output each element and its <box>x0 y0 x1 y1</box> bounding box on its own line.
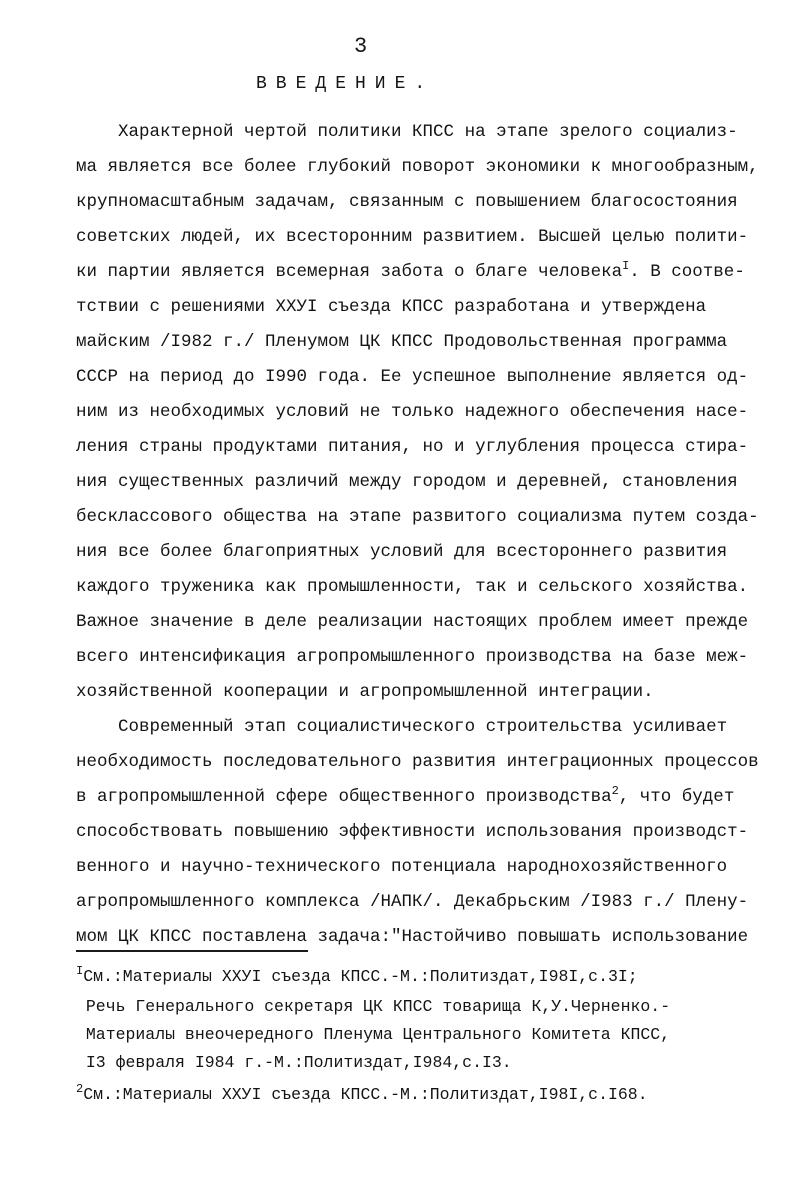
body-line-text: в агропромышленной сфере общественного производства <box>76 787 612 807</box>
body-line: хозяйственной кооперации и агропромышленной интеграции. <box>76 682 654 702</box>
footnote-text: Речь Генерального секретаря ЦК КПСС товарища К,У.Черненко.- <box>76 997 671 1016</box>
section-heading: ВВЕДЕНИЕ. <box>256 74 435 94</box>
footnote-2 <box>76 1084 648 1106</box>
body-line: ния существенных различий между городом и деревней, становления <box>76 472 738 492</box>
page-number: 3 <box>354 34 368 59</box>
body-line: мом ЦК КПСС поставлена задача:"Настойчиво повышать использование <box>76 927 749 947</box>
footnote-marker-1: I <box>76 964 84 978</box>
body-line: каждого труженика как промышленности, так и сельского хозяйства. <box>76 577 749 597</box>
body-line: ления страны продуктами питания, но и углубления процесса стира- <box>76 437 749 457</box>
footnote-text: См.:Материалы ХХУI съезда КПСС.-М.:Политиздат,I98I,с.I68. <box>83 1085 648 1104</box>
footnote-text: Материалы внеочередного Пленума Центрального Комитета КПСС, <box>76 1025 671 1044</box>
body-line: советских людей, их всесторонним развитием. Высшей целью полити- <box>76 227 749 247</box>
footnote-text: I3 февраля I984 г.-М.:Политиздат,I984,с.I3. <box>76 1053 512 1072</box>
body-line: майским /I982 г./ Пленумом ЦК КПСС Продовольственная программа <box>76 332 728 352</box>
body-line: крупномасштабным задачам, связанным с повышением благосостояния <box>76 192 738 212</box>
body-line: всего интенсификация агропромышленного производства на базе меж- <box>76 647 749 667</box>
body-line: агропромышленного комплекса /НАПК/. Декабрьским /I983 г./ Плену- <box>76 892 749 912</box>
footnote-divider <box>76 950 308 952</box>
body-line: необходимость последовательного развития интеграционных процессов <box>76 752 759 772</box>
body-line: Характерной чертой политики КПСС на этапе зрелого социализ- <box>76 122 738 142</box>
body-line <box>76 261 745 283</box>
body-line-text: ки партии является всемерная забота о благе человека <box>76 262 623 282</box>
body-line: Важное значение в деле реализации настоящих проблем имеет прежде <box>76 612 749 632</box>
footnote-text: См.:Материалы ХХУI съезда КПСС.-М.:Политиздат,I98I,с.3I; <box>83 967 638 986</box>
body-line: СССР на период до I990 года. Ее успешное выполнение является од- <box>76 367 749 387</box>
footnote-marker-2: 2 <box>76 1082 84 1096</box>
body-line: венного и научно-технического потенциала народнохозяйственного <box>76 857 728 877</box>
body-line: бесклассового общества на этапе развитого социализма путем созда- <box>76 507 759 527</box>
footnote-ref-2: 2 <box>611 784 619 798</box>
footnote-1 <box>76 966 638 988</box>
body-line: ма является все более глубокий поворот экономики к многообразным, <box>76 157 759 177</box>
body-line: ния все более благоприятных условий для всестороннего развития <box>76 542 728 562</box>
body-line: ним из необходимых условий не только надежного обеспечения насе- <box>76 402 749 422</box>
body-line-tail: , что будет <box>618 787 735 807</box>
body-line: тствии с решениями ХХУI съезда КПСС разработана и утверждена <box>76 297 707 317</box>
body-line-tail: . В соотве- <box>629 262 745 282</box>
body-line: Современный этап социалистического строительства усиливает <box>76 717 728 737</box>
body-line <box>76 786 734 808</box>
footnote-ref-1: I <box>622 259 630 273</box>
body-line: способствовать повышению эффективности использования производст- <box>76 822 749 842</box>
